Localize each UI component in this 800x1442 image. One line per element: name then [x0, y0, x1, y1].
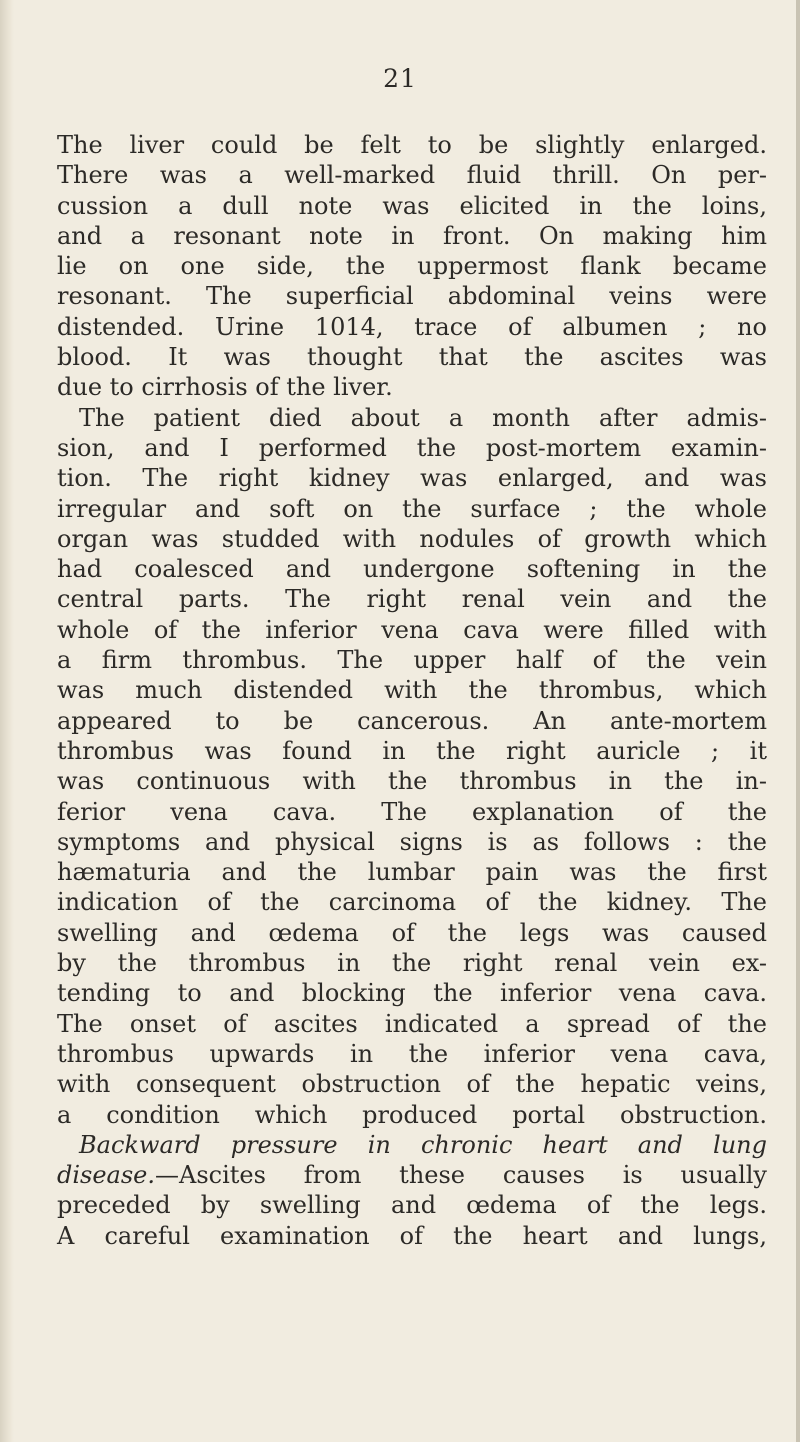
text-line: ferior vena cava. The explanation of the: [57, 797, 767, 826]
text-line: with consequent obstruction of the hepatic veins,: [57, 1070, 767, 1099]
body-text: [57, 130, 767, 1251]
text-line: appeared to be cancerous. An ante-mortem: [57, 706, 767, 735]
text-line: The liver could be felt to be slightly enlarged.: [57, 131, 767, 159]
text-line: thrombus was found in the right auricle ; it: [57, 736, 767, 765]
text-line: hæmaturia and the lumbar pain was the first: [57, 858, 767, 887]
section-heading-continuation: disease.: [57, 1161, 156, 1190]
text-line: thrombus upwards in the inferior vena cava,: [57, 1039, 767, 1068]
page-edge-right: [796, 0, 800, 1442]
text-line: irregular and soft on the surface ; the whole: [57, 494, 767, 523]
text-line: due to cirrhosis of the liver.: [57, 373, 393, 402]
text-line: A careful examination of the heart and lungs,: [57, 1221, 767, 1250]
text-line: a firm thrombus. The upper half of the vein: [57, 646, 767, 675]
text-line: had coalesced and undergone softening in the: [57, 555, 767, 584]
text-line: [57, 1160, 767, 1190]
text-line: The patient died about a month after admis-: [79, 403, 767, 432]
text-line: central parts. The right renal vein and the: [57, 585, 767, 614]
text-line: cussion a dull note was elicited in the loins,: [57, 191, 767, 220]
text-line: symptoms and physical signs is as follows : the: [57, 827, 767, 856]
text-line: was much distended with the thrombus, which: [57, 676, 767, 705]
text-line-rest: —Ascites from these causes is usually: [155, 1161, 767, 1190]
text-line: The onset of ascites indicated a spread of the: [57, 1009, 767, 1038]
section-heading-line: Backward pressure in chronic heart and lung: [79, 1130, 767, 1159]
text-line: a condition which produced portal obstruction.: [57, 1100, 767, 1129]
text-line: tion. The right kidney was enlarged, and was: [57, 464, 767, 493]
text-line: swelling and œdema of the legs was caused: [57, 918, 767, 947]
text-line: There was a well-marked fluid thrill. On per-: [57, 161, 767, 190]
text-line: lie on one side, the uppermost flank became: [57, 252, 767, 281]
text-line: resonant. The superficial abdominal veins were: [57, 282, 767, 311]
text-line: blood. It was thought that the ascites was: [57, 343, 767, 372]
text-line: by the thrombus in the right renal vein ex-: [57, 949, 767, 978]
text-line: preceded by swelling and œdema of the legs.: [57, 1191, 767, 1220]
page-edge-left: [0, 0, 14, 1442]
text-line: was continuous with the thrombus in the in-: [57, 767, 767, 796]
text-line: organ was studded with nodules of growth which: [57, 524, 767, 553]
text-line: and a resonant note in front. On making him: [57, 221, 767, 250]
text-line: tending to and blocking the inferior vena cava.: [57, 979, 767, 1008]
page-number: 21: [383, 64, 417, 93]
text-line: sion, and I performed the post-mortem examin-: [57, 433, 767, 462]
text-line: whole of the inferior vena cava were filled with: [57, 615, 767, 644]
text-line: indication of the carcinoma of the kidney. The: [57, 888, 767, 917]
text-line: distended. Urine 1014, trace of albumen ; no: [57, 312, 767, 341]
